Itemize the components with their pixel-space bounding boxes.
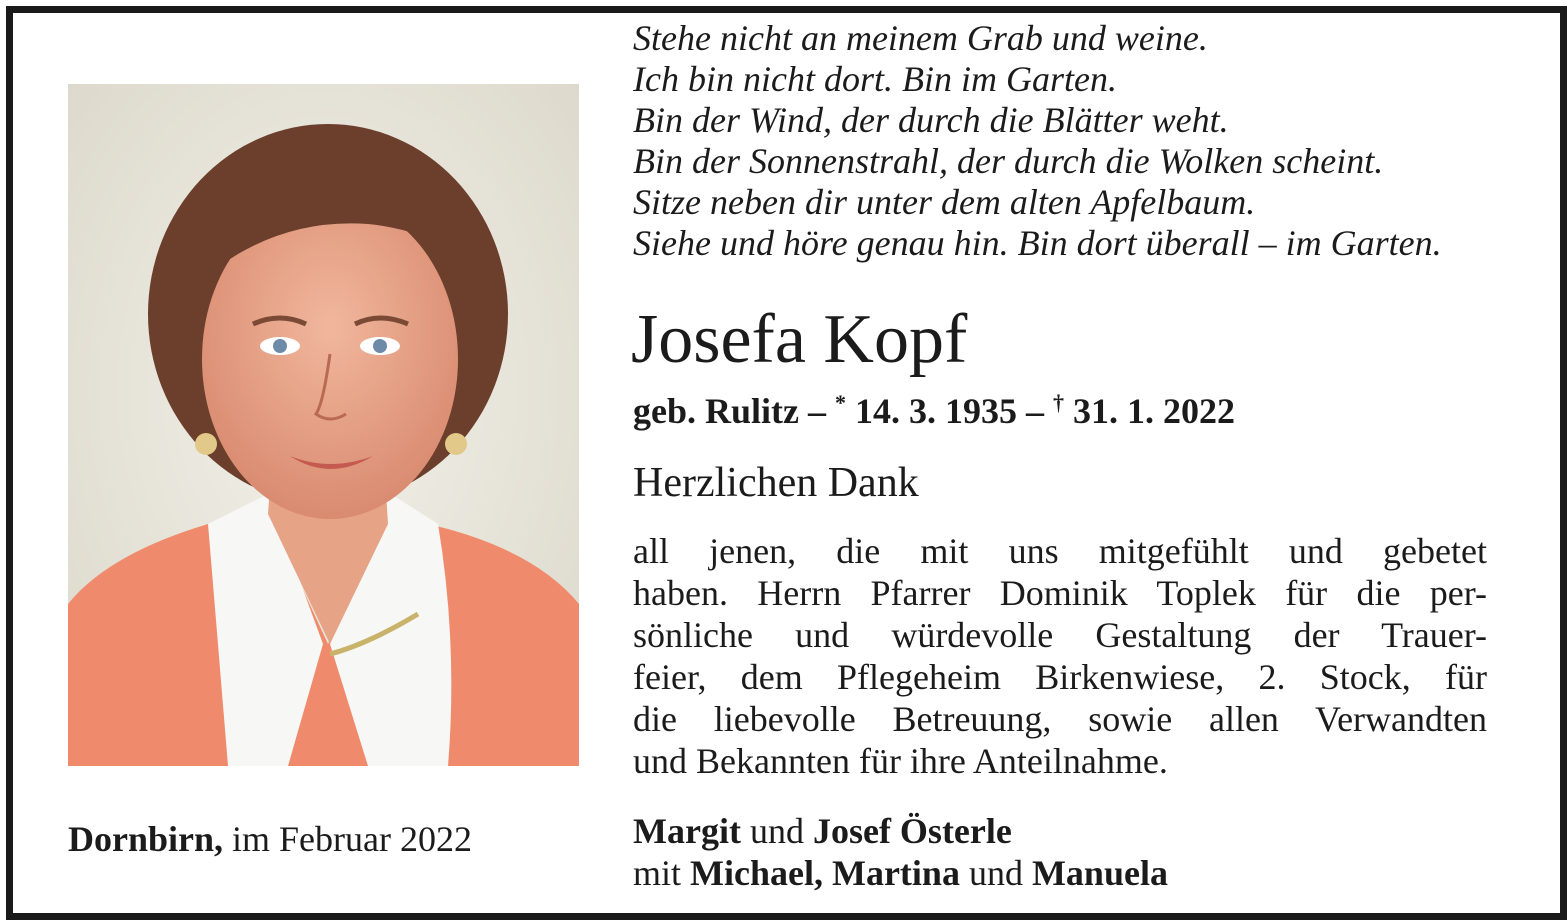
thanks-line: und Bekannten für ihre Anteilnahme. [633,741,1168,781]
family-name: Manuela [1031,853,1168,893]
thanks-line: haben. Herrn Pfarrer Dominik Toplek für die per- [633,573,1487,613]
poem-line: Ich bin nicht dort. Bin im Garten. [633,59,1117,99]
thanks-line: all jenen, die mit uns mitgefühlt und gebetet [633,531,1487,571]
death-date: 31. 1. 2022 [1073,391,1235,431]
place-date: im Februar 2022 [232,819,472,859]
poem-line: Sitze neben dir unter dem alten Apfelbaum. [633,182,1256,222]
place-and-date [68,818,472,860]
family-name: Josef Österle [812,811,1012,851]
poem-line: Bin der Wind, der durch die Blätter weht. [633,100,1229,140]
family-name: Margit [633,811,741,851]
separator: – [1026,391,1044,431]
deceased-name: Josefa Kopf [631,301,968,378]
thanks-line: die liebevolle Betreuung, sowie allen Verwandten [633,699,1487,739]
thanks-line: feier, dem Pflegeheim Birkenwiese, 2. Stock, für [633,657,1487,697]
memorial-poem [633,18,1533,264]
family-line-2 [633,852,1168,894]
portrait-illustration [68,84,579,766]
poem-line: Bin der Sonnenstrahl, der durch die Wolken scheint. [633,141,1384,181]
birth-date: 14. 3. 1935 [855,391,1017,431]
thanks-line: sönliche und würdevolle Gestaltung der Trauer- [633,615,1487,655]
birth-name: geb. Rulitz [633,391,799,431]
life-dates [633,382,1235,432]
family-conjunction: und [968,853,1023,893]
family-line-1 [633,810,1168,852]
poem-line: Stehe nicht an meinem Grab und weine. [633,18,1208,58]
poem-line: Siehe und höre genau hin. Bin dort überall – im Garten. [633,223,1442,263]
thanks-heading: Herzlichen Dank [633,460,919,506]
place-city: Dornbirn, [68,819,224,859]
family-name: Michael, Martina [690,853,960,893]
family-conjunction: und [749,811,804,851]
portrait-photo [68,84,579,766]
birth-symbol: * [835,390,846,415]
death-symbol: † [1053,390,1064,415]
separator: – [808,391,826,431]
family-prefix: mit [633,853,682,893]
thanks-text [633,530,1487,782]
family-signature [633,810,1168,894]
